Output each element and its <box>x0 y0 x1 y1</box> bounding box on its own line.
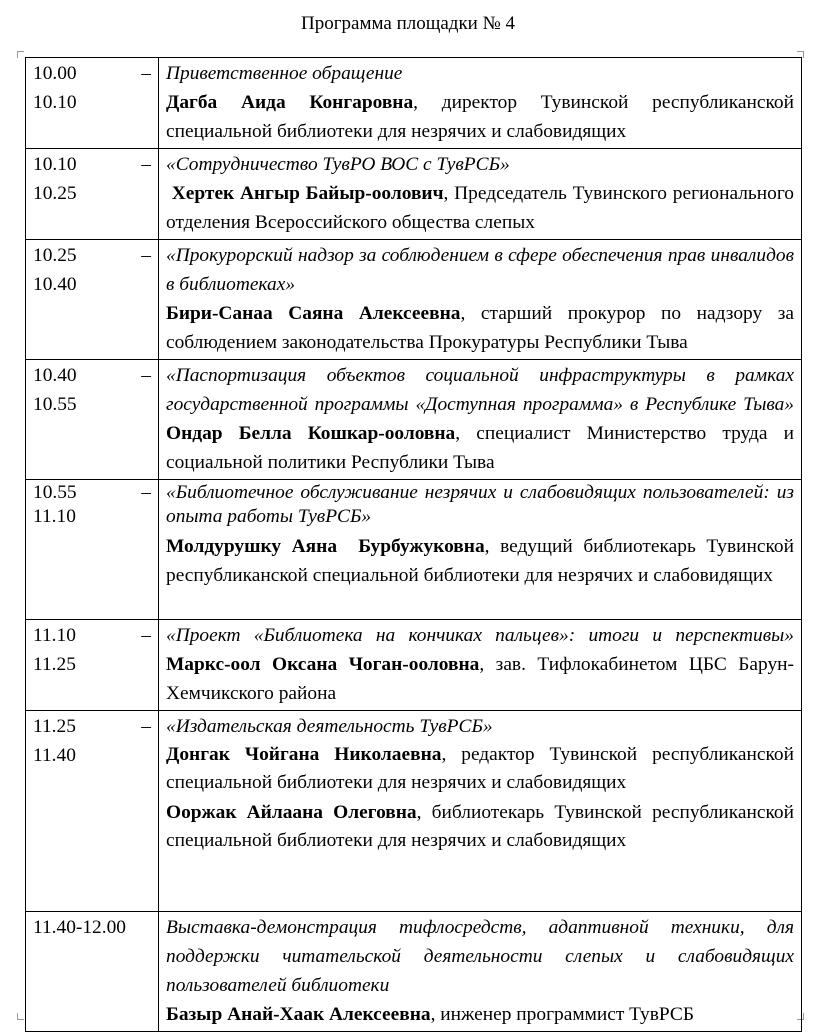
speaker-name: Донгак Чойгана Николаевна <box>166 744 442 765</box>
time-dash: – <box>141 63 151 84</box>
content-cell <box>159 149 802 240</box>
session-topic: «Издательская деятельность ТувРСБ» <box>166 716 493 737</box>
time-cell <box>26 912 159 1032</box>
speaker-name: Бири-Санаа Саяна Алексеевна <box>166 303 461 324</box>
speaker-role: , библиотекарь Тувинской республиканской специальной библиотеки для незрячих и слабовидящих <box>166 802 794 851</box>
content-cell <box>159 360 802 480</box>
time-start: 10.25 <box>33 245 77 266</box>
session-topic: Приветственное обращение <box>166 63 403 84</box>
time-end: 10.40 <box>33 274 77 295</box>
speaker-name: Молдурушку Аяна Бурбужуковна <box>166 536 485 557</box>
time-start: 10.00 <box>33 63 77 84</box>
time-start: 11.25 <box>33 716 76 737</box>
content-cell <box>159 240 802 360</box>
table-row <box>26 240 802 360</box>
time-dash: – <box>141 625 151 646</box>
speaker-name: Ондар Белла Кошкар-ооловна <box>166 423 456 444</box>
session-topic: «Сотрудничество ТувРО ВОС с ТувРСБ» <box>166 154 510 175</box>
time-cell <box>26 58 159 149</box>
speaker-role: , старший прокурор по надзору за соблюдением законодательства Прокуратуры Республики Тыва <box>166 303 794 353</box>
time-dash: – <box>141 482 151 503</box>
speaker-name: Ооржак Айлаана Олеговна <box>166 802 417 823</box>
time-range: 11.40-12.00 <box>33 917 126 938</box>
speaker-name: Базыр Анай-Хаак Алексеевна <box>166 1004 431 1025</box>
time-end: 11.10 <box>33 506 76 527</box>
table-row <box>26 912 802 1032</box>
speaker-role: , редактор Тувинской республиканской специальной библиотеки для незрячих и слабовидящих <box>166 744 794 793</box>
time-end: 11.25 <box>33 654 76 675</box>
speaker-info <box>166 1000 794 1029</box>
speaker-info <box>166 179 794 237</box>
speaker-info <box>166 621 794 708</box>
speaker-role: , зав. Тифлокабинетом ЦБС Барун-Хемчикского района <box>166 654 795 704</box>
session-topic: «Прокурорский надзор за соблюдением в сфере обеспечения прав инвалидов в библиотеках» <box>166 245 794 295</box>
session-topic: «Паспортизация объектов социальной инфраструктуры в рамках государственной программы «Доступная программа» в Республике Тыва» <box>166 365 794 415</box>
time-end: 10.10 <box>33 92 77 113</box>
time-start: 10.40 <box>33 365 77 386</box>
table-row <box>26 620 802 711</box>
content-cell <box>159 711 802 912</box>
speaker-info <box>166 88 794 146</box>
speaker-info <box>166 299 794 357</box>
table-row <box>26 480 802 620</box>
time-start: 11.10 <box>33 625 76 646</box>
speaker-info <box>166 741 794 797</box>
speaker-role: , специалист Министерство труда и социальной политики Республики Тыва <box>166 423 794 473</box>
speaker-role: , инженер программист ТувРСБ <box>430 1004 694 1025</box>
table-row <box>26 58 802 149</box>
table-row <box>26 711 802 912</box>
time-cell <box>26 480 159 620</box>
time-cell <box>26 360 159 480</box>
speaker-info <box>166 532 794 590</box>
speaker-name: Маркс-оол Оксана Чоган-ооловна <box>166 654 480 675</box>
time-cell <box>26 149 159 240</box>
session-topic: «Проект «Библиотека на кончиках пальцев»: итоги и перспективы» <box>166 625 794 646</box>
time-end: 10.55 <box>33 394 77 415</box>
session-topic: Выставка-демонстрация тифлосредств, адаптивной техники, для поддержки читательской деятельности слепых и слабовидящих пользователей библиотеки <box>166 917 794 996</box>
time-end: 11.40 <box>33 745 76 766</box>
time-cell <box>26 620 159 711</box>
time-start: 10.10 <box>33 154 77 175</box>
speaker-role: , директор Тувинской республиканской специальной библиотеки для незрячих и слабовидящих <box>166 92 794 142</box>
time-start: 10.55 <box>33 482 77 503</box>
program-table <box>25 57 802 1032</box>
time-cell <box>26 711 159 912</box>
content-cell <box>159 620 802 711</box>
content-cell <box>159 58 802 149</box>
table-row <box>26 149 802 240</box>
table-row <box>26 360 802 480</box>
time-dash: – <box>141 365 151 386</box>
time-dash: – <box>141 716 151 737</box>
content-cell <box>159 480 802 620</box>
time-end: 10.25 <box>33 183 77 204</box>
speaker-info <box>166 361 794 477</box>
speaker-name: Дагба Аида Конгаровна <box>166 92 414 113</box>
page-corner-mark <box>17 51 24 58</box>
time-cell <box>26 240 159 360</box>
speaker-info <box>166 799 794 855</box>
speaker-name: Хертек Ангыр Байыр-оолович <box>171 183 444 204</box>
time-dash: – <box>141 154 151 175</box>
time-dash: – <box>141 245 151 266</box>
content-cell <box>159 912 802 1032</box>
speaker-role: , Председатель Тувинского регионального отделения Всероссийского общества слепых <box>166 183 794 233</box>
session-topic: «Библиотечное обслуживание незрячих и слабовидящих пользователей: из опыта работы ТувРСБ» <box>166 482 794 527</box>
page-title: Программа площадки № 4 <box>301 13 515 34</box>
speaker-role: , ведущий библиотекарь Тувинской республиканской специальной библиотеки для незрячих и слабовидящих <box>166 536 794 586</box>
page-corner-mark <box>17 1013 24 1020</box>
